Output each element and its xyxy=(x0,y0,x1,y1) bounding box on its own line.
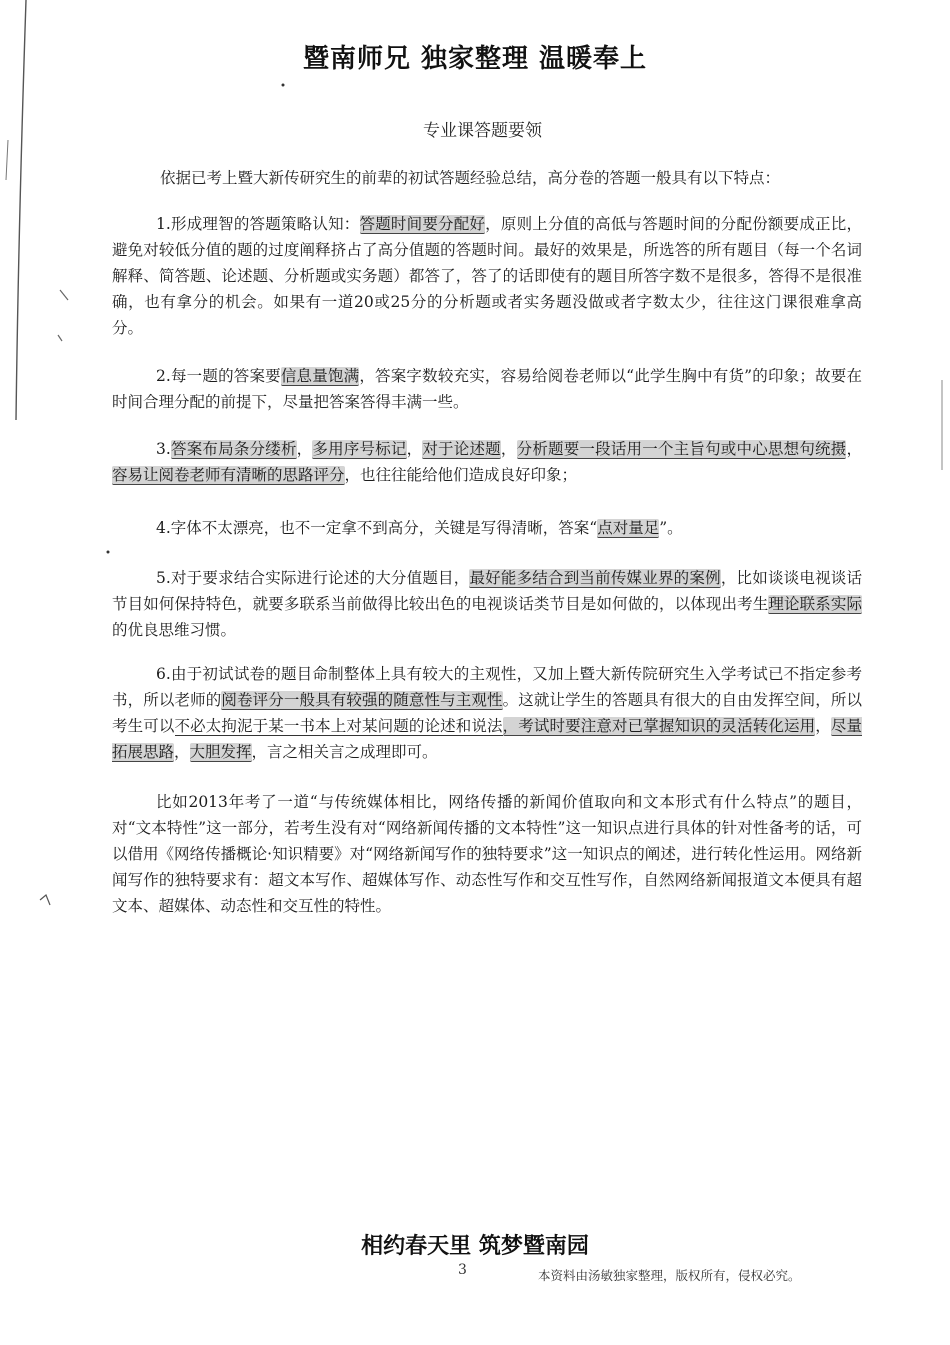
p3-highlight-4: 分析题要一段话用一个主旨句或中心思想句统摄 xyxy=(516,440,847,458)
p6-text-j: ，言之相关言之成理即可。 xyxy=(251,743,438,761)
p1-text-a: 1.形成理智的答题策略认知： xyxy=(156,215,360,233)
p6-highlight-4: 大胆发挥 xyxy=(189,743,252,761)
page-title: 专业课答题要领 xyxy=(423,121,542,141)
paragraph-4 xyxy=(112,515,862,541)
p7-text: 比如2013年考了一道“与传统媒体相比，网络传播的新闻价值取向和文本形式有什么特点”的题目，对“文本特性”这一部分，若考生没有对“网络新闻传播的文本特性”这一知识点进行具体的针对性备考的话，可以借用《网络传播概论·知识精要》对“网络新闻写作的独特要求”这一知识点的阐述，进行转化性运用。网络新闻写作的独特要求有：超文本写作、超媒体写作、动态性写作和交互性写作，自然网络新闻报道文本便具有超文本、超媒体、动态性和交互性的特性。 xyxy=(112,793,862,915)
p6-highlight-3: 尽量拓展思路 xyxy=(112,717,862,761)
p3-highlight-5: 容易让阅卷老师有清晰的思路评分 xyxy=(112,466,345,484)
header-watermark: 暨南师兄 独家整理 温暖奉上 xyxy=(302,44,648,74)
paragraph-5 xyxy=(112,565,862,643)
p5-text-e: 的优良思维习惯。 xyxy=(112,621,237,639)
p3-text-i: ， xyxy=(846,440,862,458)
paragraph-6 xyxy=(112,661,862,765)
paragraph-3 xyxy=(112,436,862,488)
footer-slogan: 相约春天里 筑梦暨南园 xyxy=(361,1234,589,1259)
p6-text-a: 6.由于初试试卷的题目命制整体上具有较大的主观性，又加上暨大新传院研究生入学考试已不指定参考书，所以老师的 xyxy=(112,665,862,709)
paragraph-1 xyxy=(112,211,862,341)
p2-highlight: 信息量饱满 xyxy=(280,367,360,385)
copyright-notice: 本资料由汤敏独家整理，版权所有，侵权必究。 xyxy=(538,1268,801,1283)
p5-highlight: 最好能多结合到当前传媒业界的案例 xyxy=(469,569,721,587)
p5-text-a: 5.对于要求结合实际进行论述的大分值题目， xyxy=(156,569,470,587)
p5-text-c: ，比如谈谈电视谈话节目如何保持特色，就要多联系当前做得比较出色的电视谈话类节目是如何做的，以体现出考生 xyxy=(112,569,862,613)
p3-highlight-3: 对于论述题 xyxy=(422,440,501,458)
p2-text-a: 2.每一题的答案要 xyxy=(156,367,281,385)
paragraph-7 xyxy=(112,789,862,919)
page-number: 3 xyxy=(458,1262,467,1278)
intro-paragraph: 依据已考上暨大新传研究生的前辈的初试答题经验总结，高分卷的答题一般具有以下特点： xyxy=(160,169,781,187)
p3-text-e: ， xyxy=(406,440,423,458)
p6-text-c: 。这就让学生的答题具有很大的自由发挥空间，所以考生可以 xyxy=(112,691,862,735)
p5-highlight-2: 理论联系实际 xyxy=(768,595,862,613)
p3-text-c: ， xyxy=(296,440,313,458)
p6-text-f: ， xyxy=(815,717,831,735)
p3-highlight-2: 多用序号标记 xyxy=(312,440,407,458)
p3-text-a: 3. xyxy=(156,440,171,458)
p6-underline-1: 不必太拘泥于某一书本上对某问题的论述和说法 xyxy=(174,717,503,735)
p4-text-a: 4.字体不太漂亮，也不一定拿不到高分，关键是写得清晰，答案“ xyxy=(156,519,598,537)
p6-text-h: ， xyxy=(174,743,190,761)
p1-highlight: 答题时间要分配好 xyxy=(359,215,486,233)
p3-text-k: ，也往往能给他们造成良好印象； xyxy=(344,466,578,484)
p6-highlight-2: ，考试时要注意对已掌握知识的灵活转化运用 xyxy=(502,717,816,735)
p2-text-c: ，答案字数较充实，容易给阅卷老师以“此学生胸中有货”的印象；故要在时间合理分配的前提下，尽量把答案答得丰满一些。 xyxy=(112,367,862,411)
p6-highlight-1: 阅卷评分一般具有较强的随意性与主观性 xyxy=(221,691,503,709)
paragraph-2 xyxy=(112,363,862,415)
p3-highlight-1: 答案布局条分缕析 xyxy=(170,440,297,458)
p3-text-g: ， xyxy=(500,440,517,458)
p4-text-c: ”。 xyxy=(659,519,683,537)
p4-highlight: 点对量足 xyxy=(597,519,660,537)
p1-text-c: ，原则上分值的高低与答题时间的分配份额要成正比，避免对较低分值的题的过度阐释挤占了高分值题的答题时间。最好的效果是，所选答的所有题目（每一个名词解释、简答题、论述题、分析题或实务题）都答了，答了的话即使有的题目所答字数不是很多，答得不是很准确，也有拿分的机会。如果有一道20或25分的分析题或者实务题没做或者字数太少，往往这门课很难拿高分。 xyxy=(112,215,862,337)
